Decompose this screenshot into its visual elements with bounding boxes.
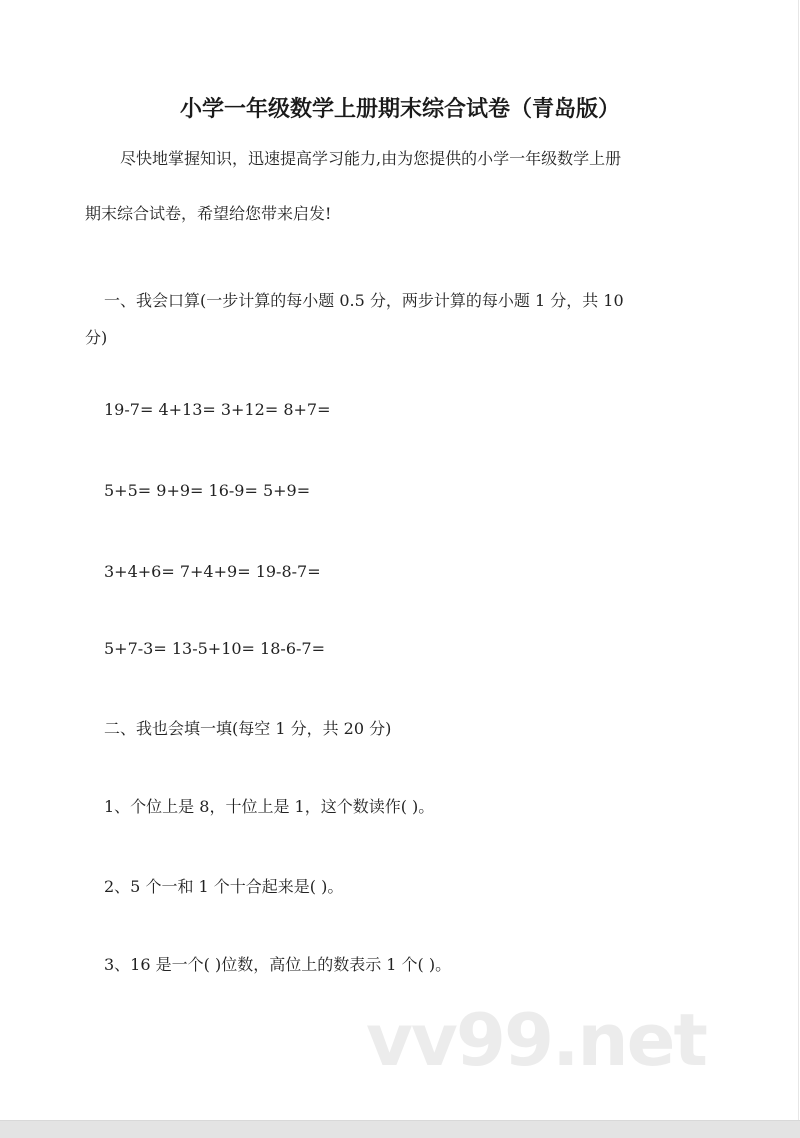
document-title: 小学一年级数学上册期末综合试卷（青岛版） [179,97,620,122]
calc-row: 19-7= 4+13= 3+12= 8+7= [104,400,331,419]
section1-heading-line-2: 分) [85,328,108,347]
fill-item: 1、个位上是 8，十位上是 1，这个数读作( )。 [104,797,435,816]
watermark: vv99.net [366,998,706,1082]
intro-line-2: 期末综合试卷，希望给您带来启发! [85,204,332,223]
fill-item: 2、5 个一和 1 个十合起来是( )。 [104,877,344,896]
fill-item: 3、16 是一个( )位数，高位上的数表示 1 个( )。 [104,955,452,974]
calc-row: 5+7-3= 13-5+10= 18-6-7= [104,639,325,658]
calc-row: 5+5= 9+9= 16-9= 5+9= [104,481,311,500]
calc-row: 3+4+6= 7+4+9= 19-8-7= [104,562,321,581]
section2-heading: 二、我也会填一填(每空 1 分，共 20 分) [104,719,392,738]
viewer-bottom-edge [0,1120,800,1138]
intro-line-1: 尽快地掌握知识，迅速提高学习能力,由为您提供的小学一年级数学上册 [120,149,622,168]
section1-heading-line-1: 一、我会口算(一步计算的每小题 0.5 分，两步计算的每小题 1 分，共 10 [104,291,624,310]
